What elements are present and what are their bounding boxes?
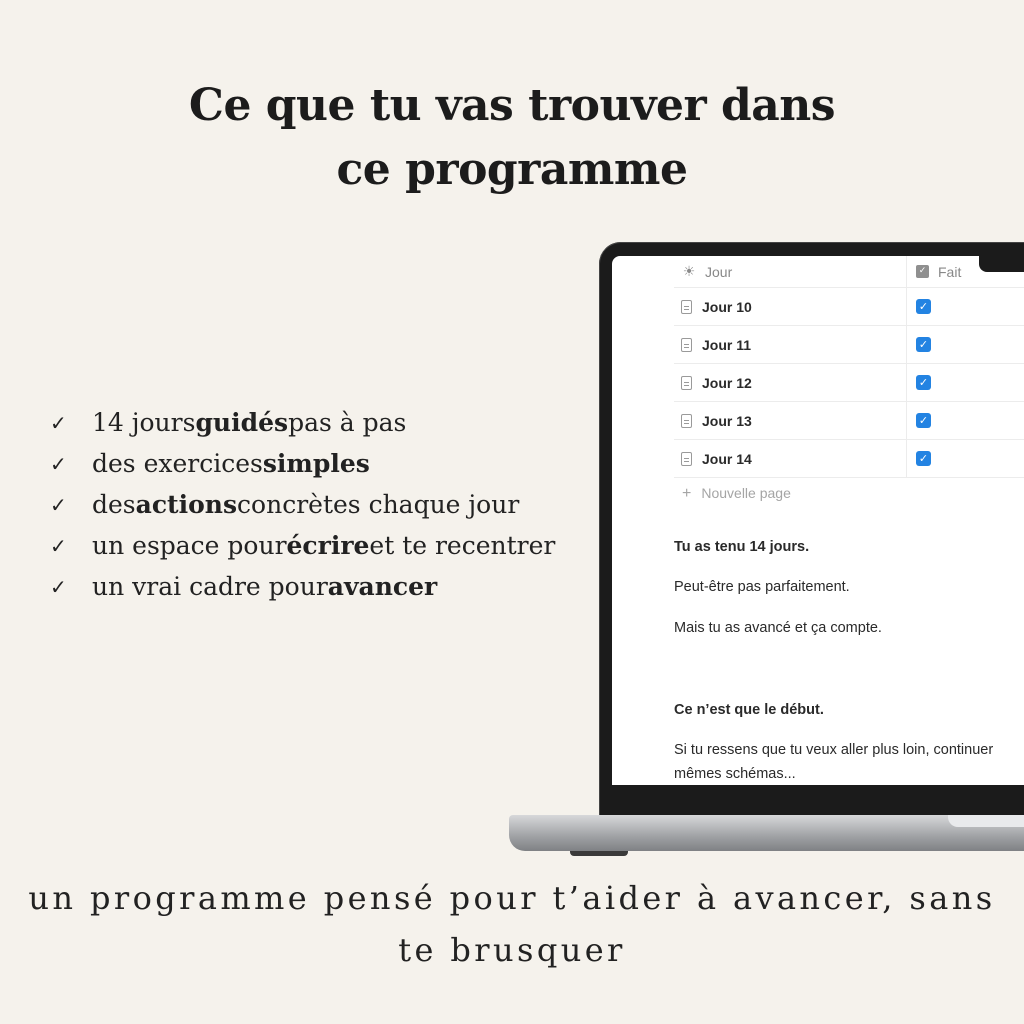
table-row[interactable] bbox=[674, 402, 1024, 440]
table-row[interactable] bbox=[674, 364, 1024, 402]
camera-notch bbox=[979, 256, 1024, 272]
title-line-2: ce programme bbox=[336, 144, 688, 195]
row-title[interactable]: Jour 14 bbox=[702, 450, 752, 467]
check-icon: ✓ bbox=[50, 451, 67, 476]
done-checkbox[interactable]: ✓ bbox=[916, 337, 931, 352]
text-block: Ce n’est que le début. bbox=[674, 702, 824, 718]
text-block: Si tu ressens que tu veux aller plus loin, continuer bbox=[674, 742, 994, 758]
laptop-base-lip bbox=[948, 815, 1024, 827]
check-icon: ✓ bbox=[50, 410, 67, 435]
text-block: mêmes schémas... bbox=[674, 766, 796, 782]
column-header-day: Jour bbox=[705, 263, 733, 280]
page-icon bbox=[681, 338, 692, 352]
page-icon bbox=[681, 452, 692, 466]
row-title[interactable]: Jour 11 bbox=[702, 336, 752, 353]
page-icon bbox=[681, 300, 692, 314]
database-table bbox=[674, 256, 1024, 478]
row-title[interactable]: Jour 12 bbox=[702, 374, 752, 391]
column-header-done: Fait bbox=[938, 263, 962, 280]
check-icon: ✓ bbox=[50, 574, 67, 599]
table-row[interactable] bbox=[674, 440, 1024, 478]
table-row[interactable] bbox=[674, 288, 1024, 326]
text-block: Peut-être pas parfaitement. bbox=[674, 579, 850, 595]
text-block: Tu as tenu 14 jours. bbox=[674, 539, 810, 555]
check-icon: ✓ bbox=[50, 492, 67, 517]
done-checkbox[interactable]: ✓ bbox=[916, 413, 931, 428]
title-line-1: Ce que tu vas trouver dans bbox=[188, 80, 836, 131]
table-row[interactable] bbox=[674, 326, 1024, 364]
benefit-item: ✓ un espace pour écrire et te recentrer bbox=[50, 531, 556, 560]
page-icon bbox=[681, 414, 692, 428]
benefits-list bbox=[50, 402, 610, 607]
done-checkbox[interactable]: ✓ bbox=[916, 451, 931, 466]
text-block: Mais tu as avancé et ça compte. bbox=[674, 620, 882, 636]
tagline-line-1: un programme pensé pour t’aider à avancer, sans bbox=[28, 879, 996, 917]
done-checkbox[interactable]: ✓ bbox=[916, 299, 931, 314]
page-title bbox=[0, 74, 1024, 202]
done-checkbox[interactable]: ✓ bbox=[916, 375, 931, 390]
new-page-button[interactable]: + Nouvelle page bbox=[682, 485, 791, 502]
laptop-screen bbox=[612, 256, 1024, 785]
checkbox-property-icon: ✓ bbox=[916, 265, 929, 278]
row-title[interactable]: Jour 13 bbox=[702, 412, 752, 429]
table-header bbox=[674, 256, 1024, 288]
tagline-line-2: te brusquer bbox=[398, 931, 626, 969]
benefit-item: ✓ des exercices simples bbox=[50, 449, 370, 478]
laptop-foot bbox=[570, 851, 628, 856]
laptop-base bbox=[509, 815, 1024, 851]
sun-icon: ☀ bbox=[682, 263, 696, 280]
page-icon bbox=[681, 376, 692, 390]
tagline bbox=[0, 872, 1024, 976]
benefit-item: ✓ un vrai cadre pour avancer bbox=[50, 572, 438, 601]
plus-icon: + bbox=[682, 485, 692, 502]
benefit-item: ✓ des actions concrètes chaque jour bbox=[50, 490, 520, 519]
row-title[interactable]: Jour 10 bbox=[702, 298, 752, 315]
laptop-mockup bbox=[599, 242, 1024, 817]
check-icon: ✓ bbox=[50, 533, 67, 558]
benefit-item: ✓ 14 jours guidés pas à pas bbox=[50, 408, 407, 437]
